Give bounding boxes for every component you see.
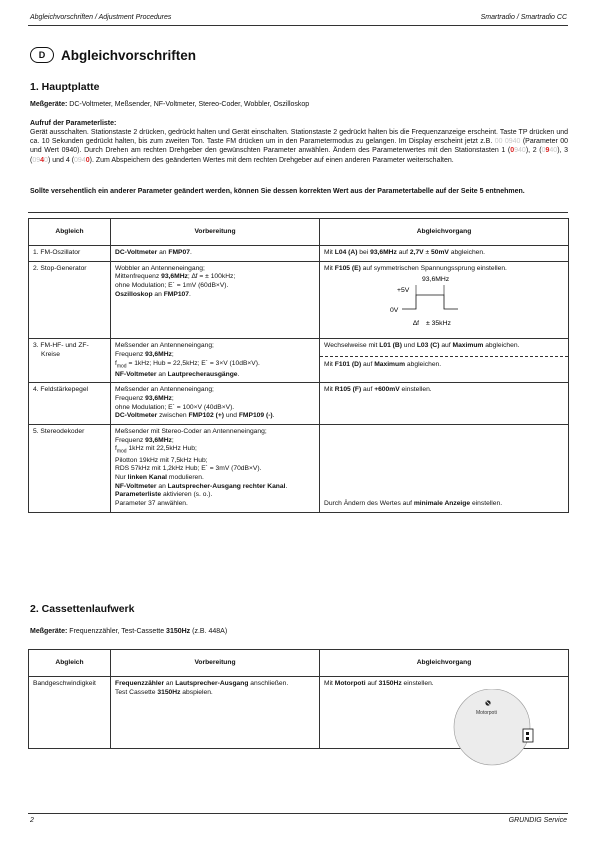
lcd-readout: 00 0940 <box>494 138 521 146</box>
row-preparation: Meßsender an Antenneneingang; Frequenz 93,6MHz; $f_{mod} = 1kHz$; Hub = 22,5kHz; E´ = 3×V (10dB×V). NF-Voltmeter an Lautprecherausgänge. <box>111 339 320 383</box>
diagram-0v-label: 0V <box>390 307 399 315</box>
row-label: Bandgeschwindigkeit <box>29 677 111 749</box>
col-header-vorbereitung: Vorbereitung <box>111 219 320 246</box>
row-procedure: Mit Motorpoti auf 3150Hz einstellen. Motorpoti <box>320 677 569 749</box>
row-label: 3. FM-HF- und ZF- Kreise <box>29 339 111 383</box>
measure-line-cassette: Meßgeräte: Frequenzzähler, Test-Cassette 3150Hz (z.B. 448A) <box>30 628 228 635</box>
row-label: 1. FM-Oszillator <box>29 246 111 262</box>
section-heading-hauptplatte: 1. Hauptplatte <box>30 81 100 93</box>
header-right: Smartradio / Smartradio CC <box>480 14 567 21</box>
adjustment-table-main <box>28 218 569 513</box>
table-row <box>29 246 569 262</box>
header-rule <box>28 25 568 26</box>
row-label: 4. Feldstärkepegel <box>29 383 111 425</box>
diagram-pm-label: ± 35kHz <box>426 320 451 328</box>
row-preparation: DC-Voltmeter an FMP07. <box>111 246 320 262</box>
motor-illustration <box>324 689 564 745</box>
col-header-abgleichvorgang: Abgleichvorgang <box>320 219 569 246</box>
row-preparation: Meßsender an Antenneneingang; Frequenz 93,6MHz; ohne Modulation; E´ = 100×V (40dB×V). DC-Voltmeter zwischen FMP102 (+) und FMP109 (-). <box>111 383 320 425</box>
col-header-abgleichvorgang: Abgleichvorgang <box>320 650 569 677</box>
row-procedure: Mit L04 (A) bei 93,6MHz auf 2,7V ± 50mV abgleichen. <box>320 246 569 262</box>
table-header-row <box>29 650 569 677</box>
step-waveform <box>402 295 458 309</box>
col-header-vorbereitung: Vorbereitung <box>111 650 320 677</box>
row-procedure: Durch Ändern des Wertes auf minimale Anzeige einstellen. <box>320 425 569 513</box>
section-heading-cassette: 2. Cassettenlaufwerk <box>30 603 135 615</box>
diagram-df-label: ∆f <box>413 320 420 328</box>
footer-rule <box>28 813 568 814</box>
diagram-5v-label: +5V <box>397 287 410 295</box>
table-row <box>29 383 569 425</box>
row-label: 2. Stop-Generator <box>29 261 111 338</box>
table-row <box>29 677 569 749</box>
param-text: Gerät ausschalten. Stationstaste 2 drücken, gedrückt halten und Gerät einschalten. Stationstaste 2 gedrückt halten bis die Frequenzanzeige erscheint. Taste TP drücken und ca. 10 Sekunden gedrückt halten, bis zum zweiten Ton. Taste FM drücken um in den Parametermodus zu gelangen. Im Display erscheint jetzt z.B. 00 0940 (Parameter 00 und Wert 0940). Durch Drehen am rechten Drehgeber den gewünschten Parameter anwählen. Ändern des Parameterwertes mit den Stationstasten 1 (0940), 2 (0940), 3 (0940) und 4 (0940). Zum Abspeichern des geänderten Wertes mit dem rechten Drehgeber auf einen anderen Parameter weiterschalten. <box>30 129 569 164</box>
footer-brand: GRUNDIG Service <box>508 817 567 824</box>
row-procedure: Mit F105 (E) auf symmetrischen Spannungssprung einstellen. 93,6MHz +5V 0V ∆f ± 35kHz <box>320 261 569 338</box>
page-title: Abgleichvorschriften <box>61 47 197 63</box>
motor-connector <box>523 729 533 742</box>
measure-line: Meßgeräte: DC-Voltmeter, Meßsender, NF-Voltmeter, Stereo-Coder, Wobbler, Oszilloskop <box>30 101 310 108</box>
language-badge: D <box>30 47 54 63</box>
warning-rule <box>28 212 568 213</box>
table-row <box>29 425 569 513</box>
col-header-abgleich: Abgleich <box>29 650 111 677</box>
row-preparation: Frequenzzähler an Lautsprecher-Ausgang anschließen. Test Cassette 3150Hz abspielen. <box>111 677 320 749</box>
dashed-separator <box>320 356 568 357</box>
row-preparation: Wobbler an Antenneneingang; Mittenfrequenz 93,6MHz; ∆f = ± 100kHz; ohne Modulation; E´ = 1mV (60dB×V). Oszilloskop an FMP107. <box>111 261 320 338</box>
row-label: 5. Stereodekoder <box>29 425 111 513</box>
page-number: 2 <box>30 817 34 824</box>
header-left: Abgleichvorschriften / Adjustment Procedures <box>30 14 172 21</box>
title-block <box>30 47 196 63</box>
row-procedure: Wechselweise mit L01 (B) und L03 (C) auf Maximum abgleichen. Mit F101 (D) auf Maximum abgleichen. <box>320 339 569 383</box>
stop-generator-diagram <box>324 273 564 331</box>
adjustment-table-cassette <box>28 649 569 749</box>
row-procedure: Mit R105 (F) auf +600mV einstellen. <box>320 383 569 425</box>
param-heading: Aufruf der Parameterliste: <box>30 120 117 127</box>
warning-note: Sollte versehentlich ein anderer Parameter geändert werden, können Sie dessen korrekten Wert aus der Parametertabelle auf der Seite 5 entnehmen. <box>30 188 525 195</box>
motor-body <box>454 689 530 765</box>
table-row <box>29 339 569 383</box>
table-header-row <box>29 219 569 246</box>
row-preparation: Meßsender mit Stereo-Coder an Antenneneingang; Frequenz 93,6MHz; $f_{mod}$ 1kHz mit 22,5kHz Hub; Pilotton 19kHz mit 7,5kHz Hub; RDS 57kHz mit 1,2kHz Hub; E´ = 3mV (70dB×V). Nur linken Kanal modulieren. NF-Voltmeter an Lautsprecher-Ausgang rechter Kanal. Parameterliste aktivieren (s. o.). Parameter 37 anwählen. <box>111 425 320 513</box>
motorpoti-label: Motorpoti <box>476 709 497 716</box>
col-header-abgleich: Abgleich <box>29 219 111 246</box>
table-row <box>29 261 569 338</box>
diagram-freq-label: 93,6MHz <box>422 276 450 284</box>
